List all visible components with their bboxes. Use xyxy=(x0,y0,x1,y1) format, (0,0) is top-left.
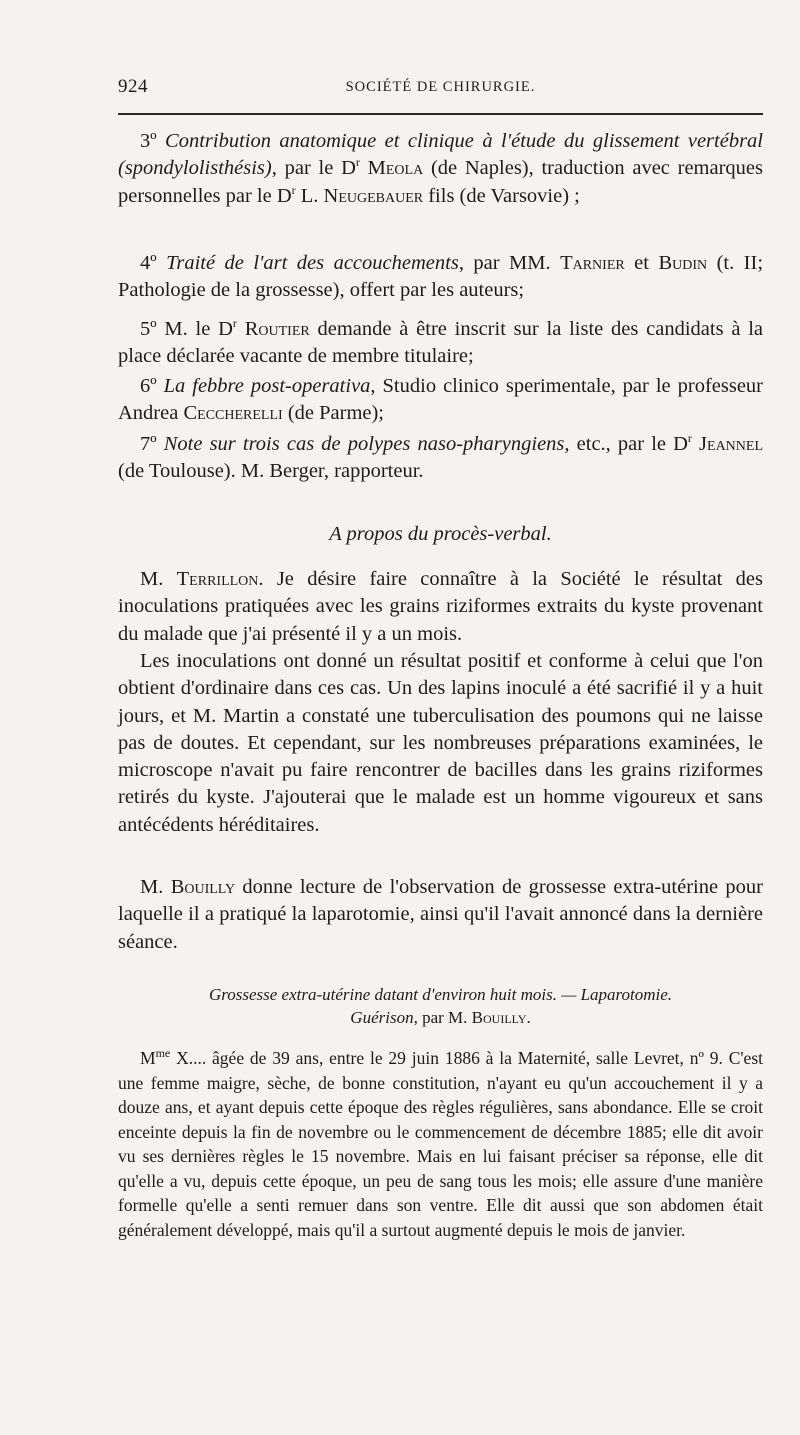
author-name: Meola xyxy=(367,157,424,180)
item-text: et xyxy=(624,252,659,274)
superscript: me xyxy=(155,1046,171,1061)
item-title: Contribution anatomique et clinique à l'étude du glissement vertébral (spondylolisthésis) xyxy=(118,130,764,180)
observation-text: X.... âgée de 39 ans, entre le 29 juin 1886 à la Maternité, salle Levret, nº 9. C'est une femme maigre, sèche, de bonne constitution, n'ayant eu qu'un accouchement il y a douze ans, et ayant depuis cette époque des règles régulières, sans abondance. Elle se croit enceinte depuis la fin de novembre ou le commencement de décembre 1885; elle dit avoir vu ses dernières règles le 15 novembre. Mais en lui faisant préciser sa réponse, elle dit qu'elle a vu, depuis cette époque, un peu de sang tous les mois; elle assure d'une manière formelle qu'elle a senti remuer dans son ventre. Elle dit aussi que son abdomen était généralement développé, mais qu'il a surtout augmenté depuis le mois de janvier. xyxy=(118,1048,763,1240)
paragraph-text: Les inoculations ont donné un résultat positif et conforme à celui que l'on obtient d'ordinaire dans ces cas. Un des lapins inoculé a été sacrifié il y a huit jours, et M. Martin a constaté une tuberculisation des poumons qui ne laisse pas de doutes. Et cependant, sur les nombreuses préparations examinées, le microscope n'avait pu faire rencontrer de bacilles dans les grains riziformes retirés du kyste. J'ajouterai que le malade est un homme vigoureux et sans antécédents héréditaires. xyxy=(118,650,763,836)
item-title: Note sur trois cas de polypes naso-pharyngiens xyxy=(163,433,565,455)
item-text: (de Parme); xyxy=(282,402,385,425)
list-item-6 xyxy=(118,373,763,428)
paragraph-terrillon xyxy=(118,566,763,648)
item-text: fils (de Varsovie) ; xyxy=(423,184,580,207)
superscript: r xyxy=(687,431,692,446)
item-title: Traité de l'art des accouchements xyxy=(166,252,459,274)
item-text: demande à être inscrit sur la liste des candidats à la place déclarée vacante de membre titulaire; xyxy=(118,318,764,368)
item-number: 7º xyxy=(140,433,157,455)
speaker-name: Bouilly xyxy=(170,876,236,898)
item-number: 5º xyxy=(140,318,157,340)
speaker-name: Terrillon xyxy=(176,568,259,590)
paragraph-text: . Je désire faire connaître à la Société le résultat des inoculations pratiquées avec les grains riziformes extraits du kyste provenant du malade que j'ai présenté il y a un mois. xyxy=(118,568,763,645)
list-item-3 xyxy=(118,128,763,210)
list-item-7 xyxy=(118,431,763,486)
case-title-text: . xyxy=(526,1007,531,1027)
superscript: r xyxy=(232,316,237,331)
paragraph-inoculations xyxy=(118,648,763,839)
case-title-line xyxy=(118,1007,763,1030)
item-number: 3º xyxy=(140,130,157,152)
page-number: 924 xyxy=(118,76,148,97)
list-item-4 xyxy=(118,250,763,305)
item-text: (de Toulouse). M. Berger, rapporteur. xyxy=(118,460,424,483)
author-name: Routier xyxy=(244,318,310,340)
section-title: A propos du procès-verbal. xyxy=(329,523,552,545)
author-name: Jeannel xyxy=(699,433,764,455)
author-name: Bouilly xyxy=(471,1007,527,1027)
item-number: 4º xyxy=(140,252,157,274)
paragraph-text: M. xyxy=(140,876,171,898)
case-title xyxy=(118,984,763,1029)
superscript: r xyxy=(291,182,296,197)
item-title: La febbre post-operativa xyxy=(163,375,371,397)
item-text: (t. II; Pathologie de la grossesse), offert par les auteurs; xyxy=(118,252,764,302)
paragraph-text: M. xyxy=(140,568,177,590)
author-name: Ceccherelli xyxy=(183,402,283,425)
item-text: , par le D xyxy=(271,157,356,180)
item-number: 6º xyxy=(140,375,157,397)
item-text: , par MM. xyxy=(458,252,561,274)
observation-paragraph xyxy=(118,1046,763,1242)
observation-text: M xyxy=(140,1048,156,1068)
case-title-text: Guérison xyxy=(350,1007,414,1027)
header-rule xyxy=(118,113,763,115)
paragraph-bouilly xyxy=(118,874,763,956)
superscript: r xyxy=(355,155,360,170)
item-text: , etc., par le D xyxy=(564,433,688,455)
running-head: SOCIÉTÉ DE CHIRURGIE. xyxy=(345,79,536,95)
author-name: Neugebauer xyxy=(323,184,424,207)
author-name: Budin xyxy=(658,252,708,274)
case-title-text: , par M. xyxy=(413,1007,472,1027)
item-text: , Studio clinico sperimentale, par le professeur Andrea xyxy=(118,375,764,425)
list-item-5 xyxy=(118,316,763,371)
author-name: Tarnier xyxy=(560,252,625,274)
item-text: (de Naples), traduction avec remarques personnelles par le D xyxy=(118,157,764,207)
item-text: L. xyxy=(295,184,324,207)
page-header xyxy=(118,76,763,102)
paragraph-text: donne lecture de l'observation de grossesse extra-utérine pour laquelle il a pratiqué la laparotomie, ainsi qu'il l'avait annoncé dans la dernière séance. xyxy=(118,876,763,953)
case-title-line: Grossesse extra-utérine datant d'environ huit mois. — Laparotomie. xyxy=(208,985,673,1004)
item-text: M. le D xyxy=(156,318,233,340)
